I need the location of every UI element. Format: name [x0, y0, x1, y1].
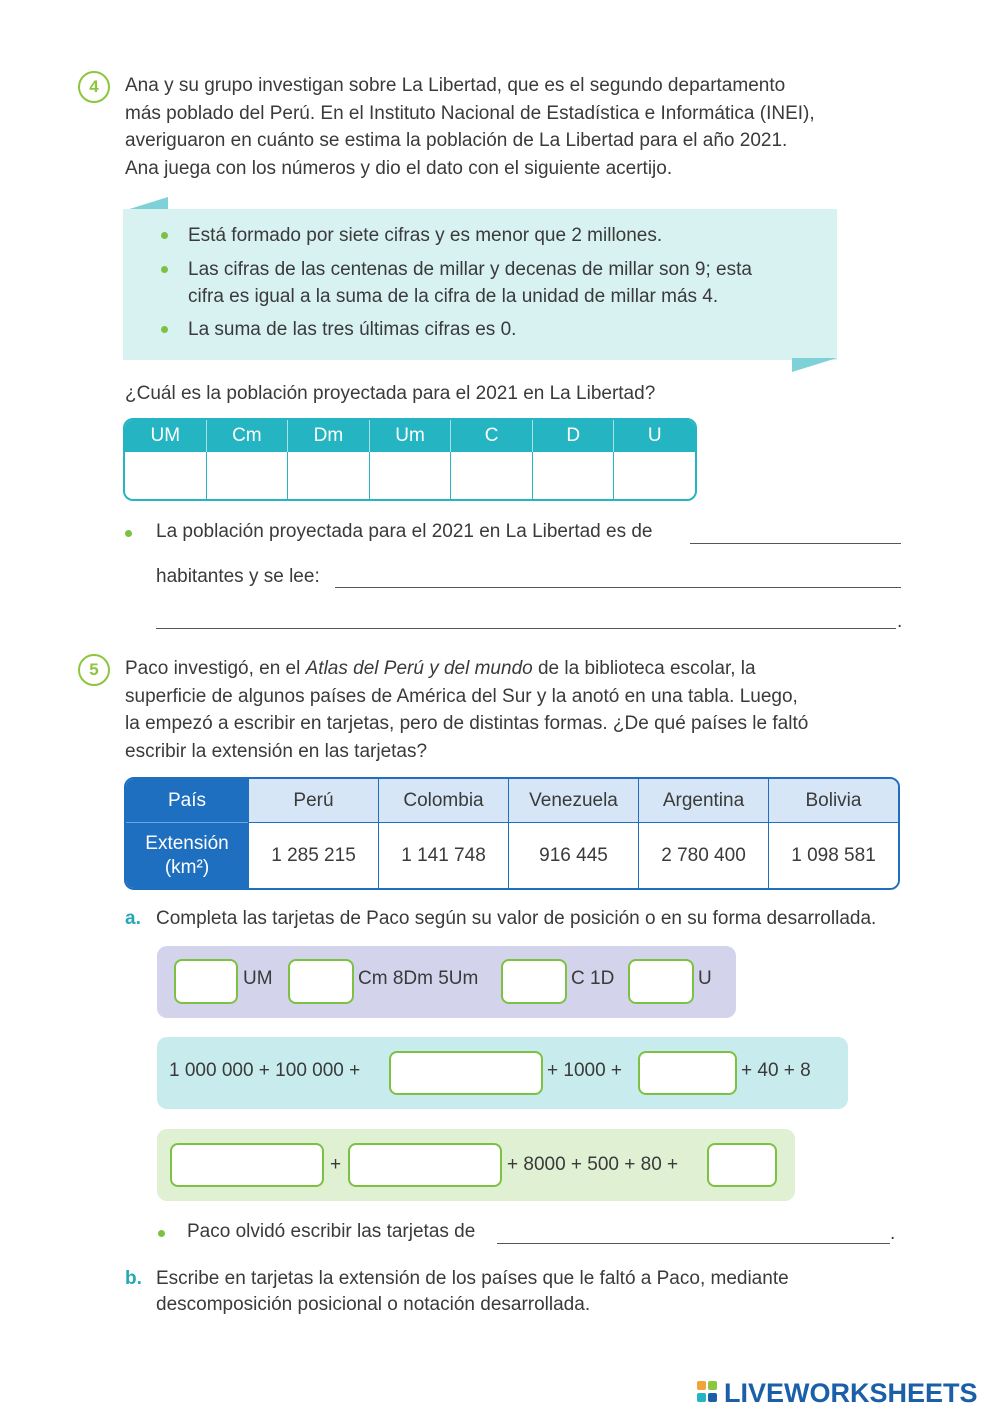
card1-input-cm[interactable]	[288, 959, 354, 1004]
period-text: .	[897, 611, 903, 632]
question-4-text	[125, 72, 815, 182]
card2-text: + 1000 +	[547, 1060, 623, 1081]
card2-text: + 40 + 8	[741, 1060, 811, 1081]
extent-cell: 1 285 215	[248, 822, 378, 888]
part-b-letter: b.	[125, 1268, 142, 1289]
q5-line: superficie de algunos países de América del Sur y la anotó en una tabla. Luego,	[125, 685, 798, 707]
forgot-text: Paco olvidó escribir las tarjetas de	[187, 1221, 476, 1242]
card3-text: + 8000 + 500 + 80 +	[507, 1154, 679, 1175]
riddle-bottom-tab	[792, 358, 837, 372]
population-answer-line[interactable]	[690, 543, 901, 544]
country-cell: Colombia	[378, 779, 508, 822]
pv-header-c: C	[451, 420, 533, 452]
card1-text: C 1D	[571, 968, 615, 989]
question-4-number: 4	[78, 71, 110, 103]
card1-input-um[interactable]	[174, 959, 238, 1004]
pv-header-dm: Dm	[288, 420, 370, 452]
extent-cell: 916 445	[508, 822, 638, 888]
country-cell: Venezuela	[508, 779, 638, 822]
pv-input-cell[interactable]	[125, 452, 207, 499]
card-place-value	[157, 946, 736, 1018]
q4-line: averiguaron en cuánto se estima la población de La Libertad para el año 2021.	[125, 130, 788, 151]
q5-line: Paco investigó, en el Atlas del Perú y del mundo de la biblioteca escolar, la	[125, 658, 756, 679]
liveworksheets-logo-icon	[697, 1381, 719, 1407]
pv-header-cm: Cm	[207, 420, 289, 452]
card3-input-2[interactable]	[348, 1143, 502, 1187]
answer-text-1: La población proyectada para el 2021 en La Libertad es de	[156, 521, 653, 542]
pv-input-cell[interactable]	[533, 452, 615, 499]
riddle-bullet: Está formado por siete cifras y es menor que 2 millones.	[188, 222, 662, 249]
q5-line: escribir la extensión en las tarjetas?	[125, 740, 428, 762]
part-b-text: descomposición posicional o notación desarrollada.	[156, 1294, 591, 1315]
card3-input-1[interactable]	[170, 1143, 324, 1187]
card3-input-3[interactable]	[707, 1143, 777, 1187]
extent-cell: 1 141 748	[378, 822, 508, 888]
card1-text: UM	[243, 968, 273, 989]
card1-text: U	[698, 968, 712, 989]
q4-line: Ana y su grupo investigan sobre La Libertad, que es el segundo departamento	[125, 75, 786, 96]
bullet-icon	[125, 530, 132, 537]
pv-input-cell[interactable]	[370, 452, 452, 499]
card1-input-c[interactable]	[501, 959, 567, 1004]
riddle-bullet-cont: cifra es igual a la suma de la cifra de la unidad de millar más 4.	[188, 286, 719, 307]
riddle-bullet: Las cifras de las centenas de millar y decenas de millar son 9; esta	[188, 256, 752, 283]
bullet-icon	[158, 1230, 165, 1237]
q4-line: Ana juega con los números y dio el dato con el siguiente acertijo.	[125, 157, 673, 179]
header-extent: Extensión (km²)	[126, 822, 248, 888]
prompt-text: ¿Cuál es la población proyectada para el 2021 en La Libertad?	[125, 383, 656, 404]
pv-input-cell[interactable]	[207, 452, 289, 499]
place-value-table	[123, 418, 697, 501]
country-cell: Argentina	[638, 779, 768, 822]
pv-input-cell[interactable]	[451, 452, 533, 499]
card3-text: +	[330, 1154, 342, 1175]
pv-header-u: U	[647, 425, 662, 446]
question-5-text	[125, 655, 808, 765]
pv-input-cell[interactable]	[288, 452, 370, 499]
card-expanded-2	[157, 1129, 795, 1201]
q5-line: la empezó a escribir en tarjetas, pero de distintas formas. ¿De qué países le faltó	[125, 713, 809, 734]
part-a-text: Completa las tarjetas de Paco según su valor de posición o en su forma desarrollada.	[156, 908, 877, 929]
card-expanded-1	[157, 1037, 848, 1109]
card1-input-u[interactable]	[628, 959, 694, 1004]
question-5-number: 5	[78, 654, 110, 686]
question-4-prompt	[125, 380, 655, 408]
pv-header-um-small: Um	[370, 420, 452, 452]
pv-input-cell[interactable]	[614, 452, 695, 499]
riddle-box	[123, 209, 837, 360]
card2-input-1[interactable]	[389, 1051, 543, 1095]
extent-cell: 2 780 400	[638, 822, 768, 888]
pv-header-d: D	[533, 420, 615, 452]
reading-answer-line-2[interactable]	[156, 628, 896, 629]
country-cell: Bolivia	[768, 779, 898, 822]
card1-text: Cm 8Dm 5Um	[358, 968, 479, 989]
liveworksheets-brand: LIVEWORKSHEETS	[724, 1378, 978, 1408]
reading-answer-line[interactable]	[335, 587, 901, 588]
country-cell: Perú	[248, 779, 378, 822]
country-extent-table	[124, 777, 900, 890]
header-country: País	[126, 779, 248, 822]
card2-input-2[interactable]	[638, 1051, 737, 1095]
pv-header-um: UM	[125, 420, 207, 452]
card2-text: 1 000 000 + 100 000 +	[169, 1060, 361, 1081]
part-b-text: Escribe en tarjetas la extensión de los países que le faltó a Paco, mediante	[156, 1268, 789, 1289]
q4-line: más poblado del Perú. En el Instituto Nacional de Estadística e Informática (INEI),	[125, 102, 815, 124]
extent-cell: 1 098 581	[768, 822, 898, 888]
answer-text-2: habitantes y se lee:	[156, 566, 320, 587]
riddle-bullet: La suma de las tres últimas cifras es 0.	[188, 316, 516, 343]
part-a-letter: a.	[125, 908, 141, 929]
forgot-answer-line[interactable]	[497, 1243, 890, 1244]
period-text: .	[890, 1223, 896, 1244]
